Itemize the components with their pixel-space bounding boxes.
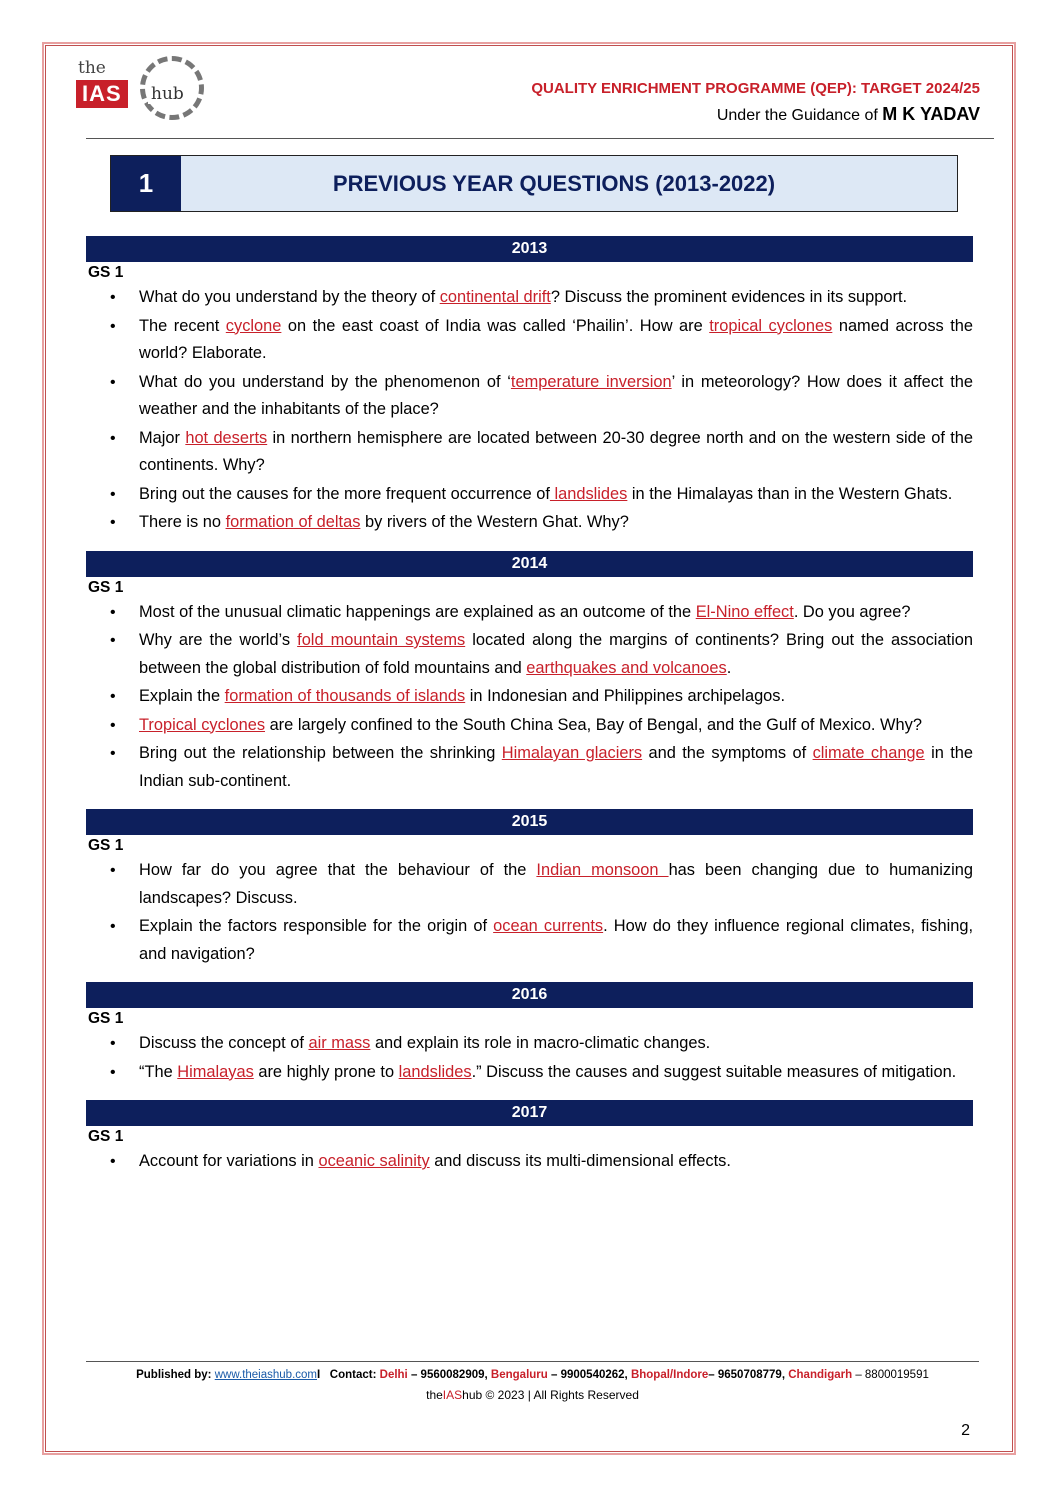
paper-label: GS 1 — [88, 1128, 124, 1145]
keyword-highlight: landslides — [398, 1062, 472, 1081]
contact-label: Contact: — [329, 1369, 377, 1381]
question-text: The recent — [139, 316, 226, 335]
keyword-highlight: formation of thousands of islands — [224, 687, 466, 705]
question-text: located along the margins of continents? Bring out the association between the global distribution of fold mountains and — [139, 631, 973, 677]
keyword-highlight: cyclone — [225, 316, 282, 335]
question-item — [86, 740, 973, 795]
question-item — [86, 284, 973, 312]
copyright-rest: hub © 2023 | All Rights Reserved — [462, 1388, 639, 1402]
question-item — [86, 313, 973, 368]
question-text: Explain the factors responsible for the origin of — [139, 917, 494, 935]
question-text: named across the world? Elaborate. — [139, 316, 973, 362]
question-list — [86, 599, 973, 796]
question-text: Why are the world’s — [139, 631, 298, 649]
footer-separator: I — [317, 1369, 321, 1381]
question-text: ? Discuss the prominent evidences in its support. — [550, 288, 908, 306]
question-item — [86, 1059, 973, 1087]
guidance-prefix: Under the Guidance of — [716, 107, 878, 124]
question-list — [86, 1148, 973, 1176]
year-header: 2017 — [86, 1100, 973, 1126]
question-text: are largely confined to the South China Sea, Bay of Bengal, and the Gulf of Mexico. Why? — [265, 715, 922, 734]
paper-label: GS 1 — [88, 578, 124, 596]
keyword-highlight: formation of deltas — [225, 513, 361, 531]
question-text: What do you understand by the theory of — [139, 288, 440, 306]
guidance-name: M K YADAV — [882, 104, 980, 124]
question-text: Explain the — [139, 687, 225, 705]
question-text: . How do they influence regional climates, fishing, and navigation? — [139, 917, 973, 963]
keyword-highlight: earthquakes and volcanoes — [526, 658, 727, 677]
keyword-highlight: tropical cyclones — [709, 316, 833, 335]
question-text: .” Discuss the causes and suggest suitable measures of mitigation. — [471, 1062, 957, 1081]
question-item — [86, 509, 973, 537]
logo-hub-text: hub — [148, 84, 187, 104]
logo — [76, 56, 212, 122]
chandigarh-number: – 8800019591 — [855, 1369, 929, 1381]
section-gap — [86, 969, 973, 982]
website-link[interactable]: www.theiashub.com — [214, 1369, 317, 1381]
footer-divider — [86, 1361, 979, 1362]
question-text: and explain its role in macro-climatic changes. — [370, 1034, 711, 1052]
footer-contacts — [86, 1369, 979, 1381]
question-item — [86, 913, 973, 968]
keyword-highlight: El-Nino effect — [695, 602, 794, 621]
published-by-label: Published by: — [136, 1369, 212, 1381]
question-list — [86, 284, 973, 537]
question-list — [86, 857, 973, 968]
question-text: by rivers of the Western Ghat. Why? — [360, 513, 629, 531]
question-list — [86, 1030, 973, 1086]
question-item — [86, 712, 973, 740]
question-text: How far do you agree that the behaviour of the — [139, 861, 537, 879]
chapter-banner — [110, 155, 958, 212]
keyword-highlight: fold mountain systems — [297, 631, 466, 649]
question-text: There is no — [139, 513, 226, 531]
question-item — [86, 683, 973, 711]
question-text: in Indonesian and Philippines archipelagos. — [465, 687, 786, 705]
year-header: 2015 — [86, 809, 973, 835]
keyword-highlight: continental drift — [439, 288, 551, 306]
section-gap — [86, 1087, 973, 1100]
question-text: “The — [139, 1062, 178, 1081]
keyword-highlight: climate change — [812, 744, 925, 762]
bengaluru-label: Bengaluru — [490, 1369, 548, 1381]
year-header: 2016 — [86, 982, 973, 1008]
keyword-highlight: Himalayas — [177, 1062, 254, 1081]
keyword-highlight: Himalayan glaciers — [501, 744, 643, 762]
question-text: Account for variations in — [139, 1152, 319, 1170]
question-text: . — [726, 658, 732, 677]
question-text: in the Indian sub-continent. — [139, 744, 974, 790]
year-header: 2013 — [86, 236, 973, 262]
copyright-ias: IAS — [442, 1388, 463, 1402]
paper-label: GS 1 — [88, 264, 124, 281]
question-text: What do you understand by the phenomenon of ‘ — [139, 372, 511, 391]
question-text: Bring out the relationship between the shrinking — [139, 744, 502, 762]
question-item — [86, 627, 973, 682]
question-text: in northern hemisphere are located between 20-30 degree north and on the western side of the continents. Why? — [139, 428, 974, 474]
question-text: Discuss the concept of — [139, 1034, 309, 1052]
delhi-label: Delhi — [379, 1369, 408, 1381]
year-header: 2014 — [86, 551, 973, 577]
paper-label: GS 1 — [88, 1010, 124, 1027]
question-text: and the symptoms of — [642, 744, 813, 762]
question-text: are highly prone to — [253, 1062, 399, 1081]
chapter-number: 1 — [111, 156, 181, 211]
keyword-highlight: oceanic salinity — [318, 1152, 430, 1170]
page-number: 2 — [961, 1422, 970, 1439]
keyword-highlight: temperature inversion — [510, 372, 672, 391]
keyword-highlight: air mass — [308, 1034, 371, 1052]
question-item — [86, 599, 973, 627]
question-text: ’ in meteorology? How does it affect the weather and the inhabitants of the place? — [139, 372, 973, 418]
logo-the-text: the — [78, 58, 106, 78]
chapter-title: PREVIOUS YEAR QUESTIONS (2013-2022) — [332, 170, 776, 196]
bhopal-label: Bhopal/Indore — [630, 1369, 709, 1381]
keyword-highlight: hot deserts — [185, 428, 268, 447]
question-text: Major — [139, 428, 186, 447]
header-divider — [86, 138, 994, 139]
question-item — [86, 1148, 973, 1176]
guidance-line — [717, 104, 980, 125]
bengaluru-number: – 9900540262, — [551, 1369, 628, 1381]
question-text: . Do you agree? — [793, 602, 911, 621]
question-item — [86, 369, 973, 424]
question-item — [86, 481, 973, 509]
bhopal-number: – 9650708779, — [708, 1369, 786, 1381]
delhi-number: – 9560082909, — [410, 1369, 488, 1381]
copyright-the: the — [426, 1388, 443, 1402]
keyword-highlight: landslides — [549, 484, 628, 503]
questions-content — [86, 236, 973, 1177]
question-text: Bring out the causes for the more frequent occurrence of — [139, 484, 550, 503]
question-text: on the east coast of India was called ‘Phailin’. How are — [281, 316, 710, 335]
section-gap — [86, 538, 973, 551]
question-text: has been changing due to humanizing landscapes? Discuss. — [139, 861, 973, 907]
programme-title: QUALITY ENRICHMENT PROGRAMME (QEP): TARGET 2024/25 — [531, 80, 980, 97]
question-text: in the Himalayas than in the Western Ghats. — [627, 484, 953, 503]
logo-ias-text: IAS — [76, 80, 128, 108]
question-text: Most of the unusual climatic happenings are explained as an outcome of the — [139, 602, 696, 621]
keyword-highlight: Tropical cyclones — [139, 715, 266, 734]
keyword-highlight: Indian monsoon — [536, 861, 669, 879]
question-item — [86, 857, 973, 912]
section-gap — [86, 796, 973, 809]
question-item — [86, 425, 973, 480]
question-item — [86, 1030, 973, 1058]
paper-label: GS 1 — [88, 837, 124, 854]
copyright — [86, 1388, 979, 1402]
question-text: and discuss its multi-dimensional effects. — [429, 1152, 731, 1170]
keyword-highlight: ocean currents — [493, 917, 604, 935]
chandigarh-label: Chandigarh — [788, 1369, 853, 1381]
